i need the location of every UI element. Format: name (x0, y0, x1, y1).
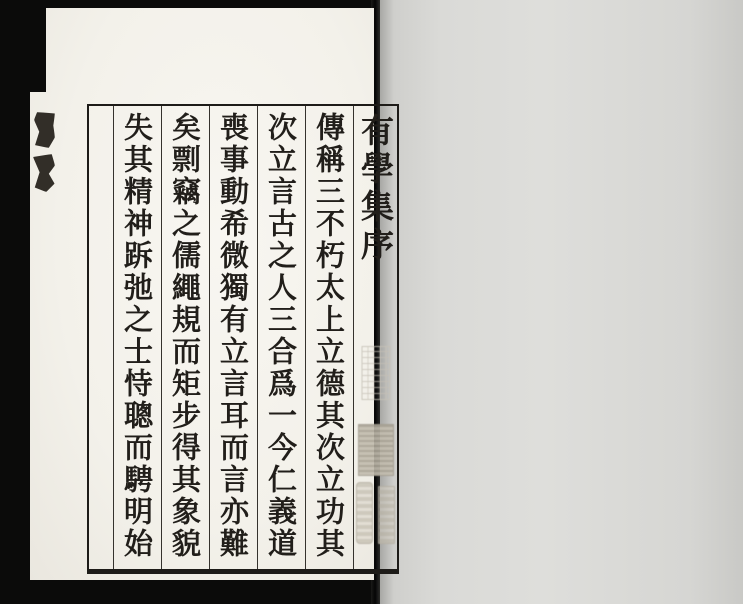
column-text: 傳稱三不朽太上立德其次立功其 (312, 112, 346, 560)
small-seal-right-icon (378, 486, 395, 544)
blank-facing-page (380, 0, 743, 604)
column-text: 喪事動希微獨有立言耳而言亦難 (216, 112, 250, 560)
empty-margin-column (90, 106, 113, 569)
text-column-4 (161, 106, 209, 569)
scanned-page (30, 8, 395, 580)
column-text: 次立言古之人三合爲一今仁義道 (264, 112, 298, 560)
collector-seal-dense-icon (358, 424, 394, 476)
small-seal-left-icon (356, 482, 373, 544)
text-column-5 (113, 106, 161, 569)
collector-seal-faint-icon (361, 346, 390, 400)
column-text: 矣剽竊之儒繩規而矩步得其象貌 (168, 112, 202, 560)
text-column-1 (305, 106, 353, 569)
text-frame (87, 104, 399, 574)
text-column-3 (209, 106, 257, 569)
page-title: 有學集序 (356, 113, 395, 265)
collector-seal-pair (356, 482, 396, 544)
text-column-2 (257, 106, 305, 569)
column-text: 失其精神跅弛之士恃聰而騁明始 (120, 112, 154, 560)
scan-corner-shadow (0, 0, 46, 92)
title-column (353, 106, 397, 569)
